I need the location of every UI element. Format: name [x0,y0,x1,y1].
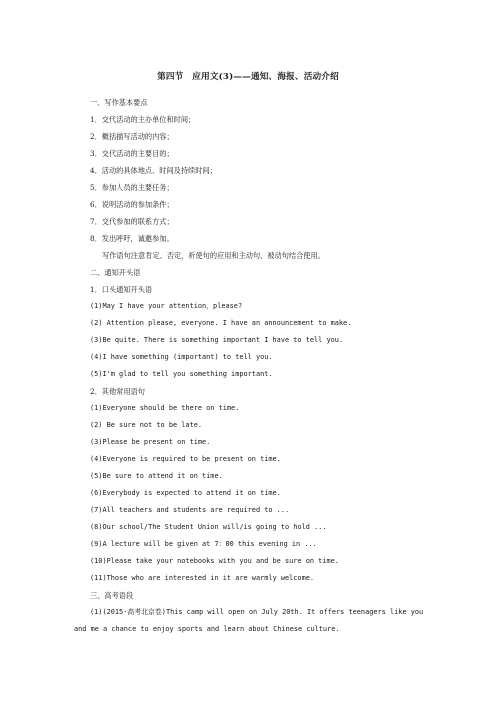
writing-point-item: 1．交代活动的主办单位和时间； [90,115,196,124]
subsection-heading-oral: 1．口头通知开头语 [90,285,153,294]
writing-point-item: 7．交代参加的联系方式； [90,217,174,226]
common-phrase-item: (4)Everyone is required to be present on time. [90,455,281,463]
writing-point-item: 8．发出呼吁，诚邀参加。 [90,234,174,243]
writing-point-item: 2．概括描写活动的内容； [90,132,174,141]
writing-note: 写作语句注意肯定、否定，祈使句的应用和主动句、被动句结合使用。 [102,251,325,260]
writing-point-item: 6．说明活动的参加条件； [90,200,174,209]
common-phrase-item: (5)Be sure to attend it on time. [90,472,223,480]
common-phrase-item: (3)Please be present on time. [90,438,211,446]
page-title: 第四节 应用文(3)——通知、海报、活动介绍 [157,72,339,82]
section-heading-notice-openers: 二、通知开头语 [90,268,141,277]
subsection-heading-common: 2．其他常用语句 [90,387,145,396]
common-phrase-item: (7)All teachers and students are required to ... [90,506,290,514]
common-phrase-item: (10)Please take your notebooks with you and be sure on time. [90,557,339,565]
oral-opener-item: (4)I have something (important) to tell you. [90,353,273,361]
writing-point-item: 3．交代活动的主要目的； [90,149,174,158]
exam-passage-paragraph: (1)(2015·高考北京卷)This camp will open on July 20th. It offers teenagers like you and me a chance to enjoy sports and learn about Chinese culture. [74,608,424,633]
oral-opener-item: (5)I'm glad to tell you something important. [90,370,273,378]
section-heading-writing-points: 一、写作基本要点 [90,98,148,107]
writing-point-item: 4．活动的具体地点、时间及持续时间； [90,166,217,175]
oral-opener-item: (2) Attention please, everyone. I have an announcement to make. [90,319,352,327]
common-phrase-item: (1)Everyone should be there on time. [90,404,240,412]
oral-opener-item: (1)May I have your attention，please? [90,302,243,310]
common-phrase-item: (6)Everybody is expected to attend it on time. [90,489,281,497]
common-phrase-item: (2) Be sure not to be late. [90,421,203,429]
common-phrase-item: (9)A lecture will be given at 7：00 this evening in ... [90,540,317,548]
oral-opener-item: (3)Be quite. There is something important I have to tell you. [90,336,344,344]
common-phrase-item: (11)Those who are interested in it are warmly welcome. [90,574,315,582]
writing-point-item: 5．参加人员的主要任务； [90,183,174,192]
common-phrase-item: (8)Our school/The Student Union will/is going to hold ... [90,523,327,531]
section-heading-exam-passages: 三、高考语段 [90,591,134,600]
